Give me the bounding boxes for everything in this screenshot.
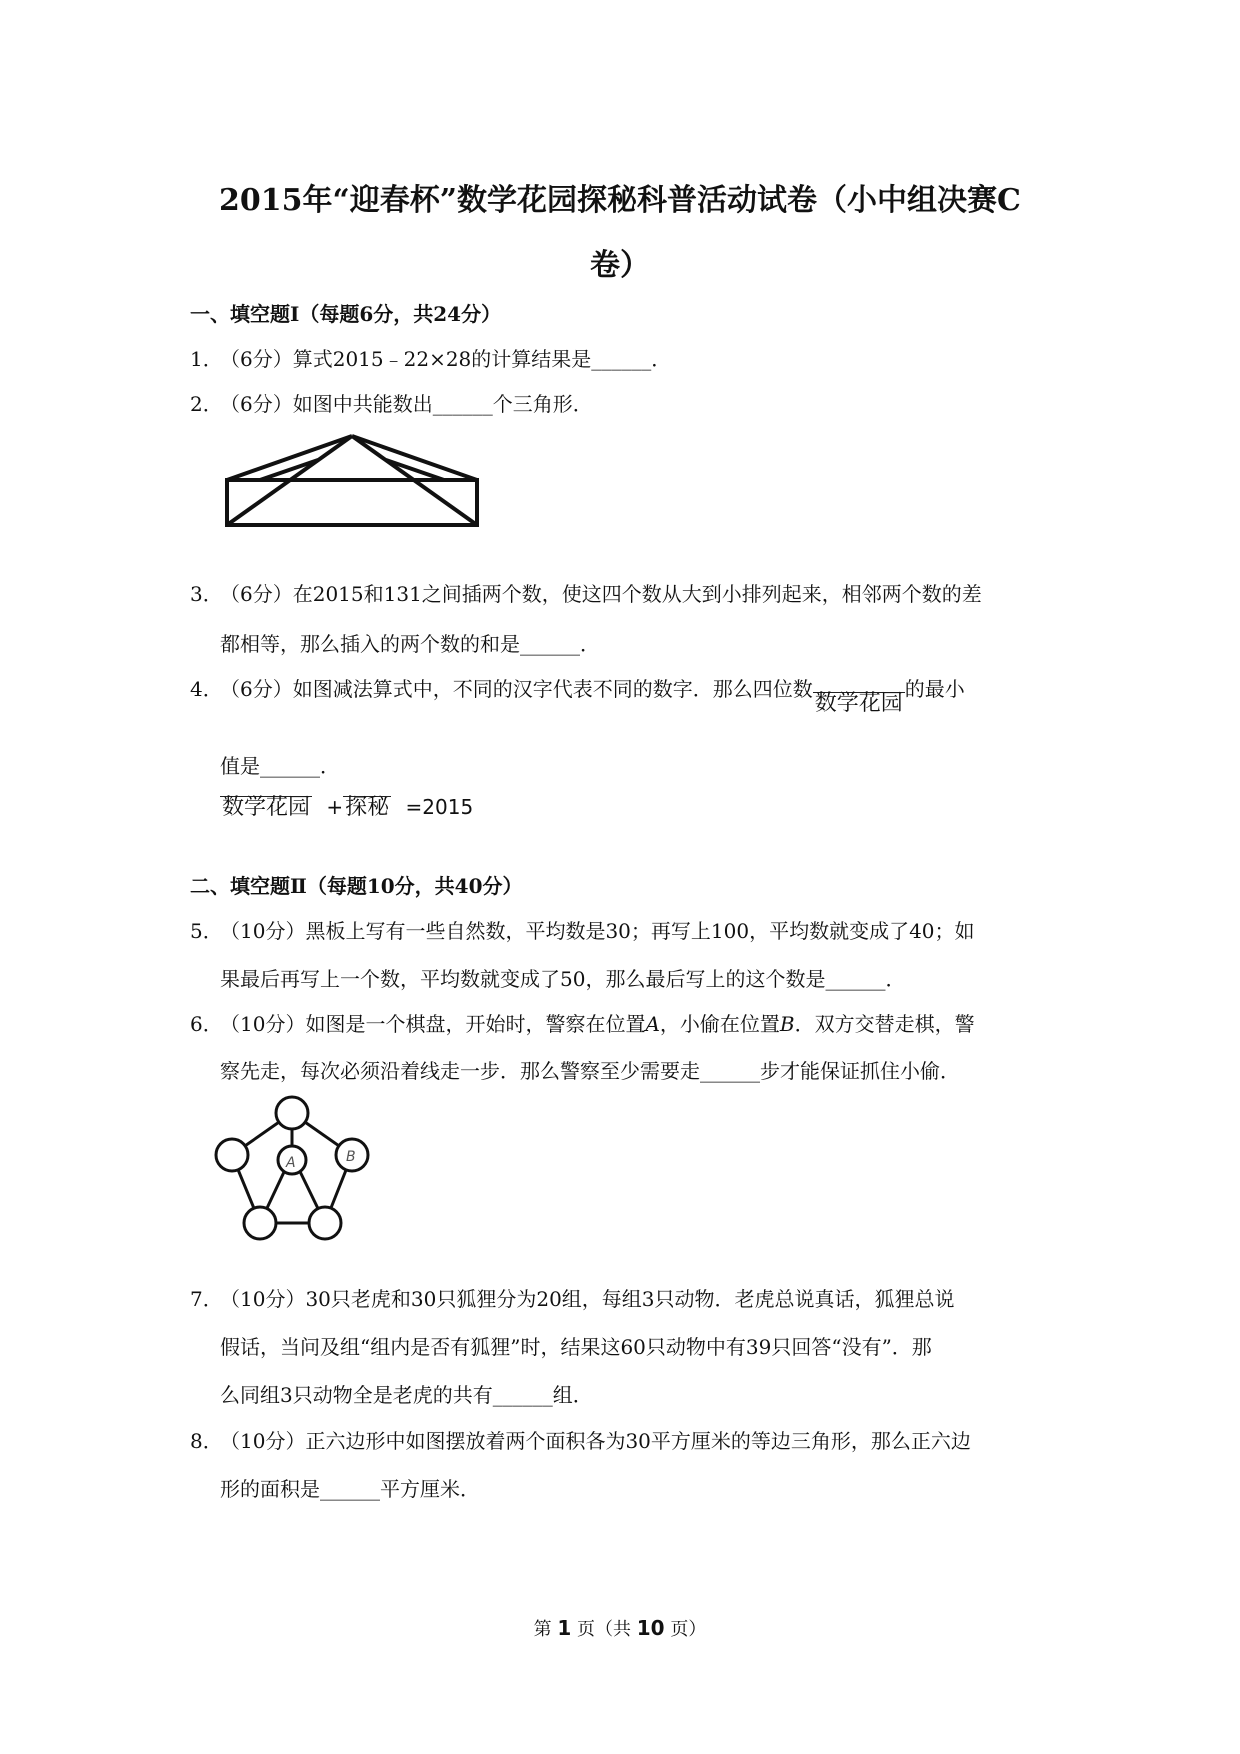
question-8-line1: （10分）正六边形中如图摆放着两个面积各为30平方厘米的等边三角形，那么正六边 (220, 1429, 971, 1453)
document-title-line1: 2015年“迎春杯”数学花园探秘科普活动试卷（小中组决赛C (219, 183, 1021, 218)
question-6-line1 (220, 1008, 975, 1037)
question-4-line1 (220, 673, 965, 715)
section-heading-2: 二、填空题Ⅱ（每题10分，共40分） (190, 874, 523, 898)
current-page-number: 1 (557, 1616, 572, 1640)
equation-result: =2015 (405, 795, 474, 819)
overlined-number-shuxuehuayuan: 数学花园 (814, 691, 903, 716)
question-6-line2: 察先走，每次必须沿着线走一步．那么警察至少需要走______步才能保证抓住小偷． (220, 1059, 960, 1083)
board-label-b: B (346, 1149, 356, 1165)
question-4-line1-pre: （6分）如图减法算式中，不同的汉字代表不同的数字．那么四位数 (220, 677, 813, 701)
chessboard-figure (210, 1095, 390, 1245)
question-2-number: 2． (190, 392, 223, 416)
question-6-line1-mid: ，小偷在位置 (659, 1012, 780, 1036)
question-1-text: （6分）算式2015﹣22×28的计算结果是______． (220, 347, 672, 371)
position-b-label: B (779, 1012, 795, 1036)
question-6-line1-pre: （10分）如图是一个棋盘，开始时，警察在位置 (220, 1012, 646, 1036)
question-5-line2: 果最后再写上一个数，平均数就变成了50，那么最后写上的这个数是______． (220, 967, 906, 991)
page-footer (0, 1615, 1240, 1641)
board-node-left (216, 1139, 248, 1171)
question-7-line1: （10分）30只老虎和30只狐狸分为20组，每组3只动物．老虎总说真话，狐狸总说 (220, 1287, 955, 1311)
question-4-number: 4． (190, 677, 223, 701)
question-7-number: 7． (190, 1287, 223, 1311)
question-6-line1-post: ．双方交替走棋，警 (794, 1012, 975, 1036)
footer-mid: 页（共 (571, 1619, 637, 1640)
position-a-label: A (645, 1012, 660, 1036)
total-page-number: 10 (636, 1616, 665, 1640)
question-6-number: 6． (190, 1012, 223, 1036)
question-7-line2: 假话，当问及组“组内是否有狐狸”时，结果这60只动物中有39只回答“没有”．那 (220, 1335, 932, 1359)
document-title-line2: 卷） (590, 248, 650, 283)
question-7-line3: 么同组3只动物全是老虎的共有______组． (220, 1383, 593, 1407)
question-8-number: 8． (190, 1429, 223, 1453)
question-8-line2: 形的面积是______平方厘米． (220, 1477, 480, 1501)
question-5-number: 5． (190, 919, 223, 943)
equation-term-a: 数学花园 (222, 795, 311, 820)
question-5-line1: （10分）黑板上写有一些自然数，平均数是30；再写上100，平均数就变成了40；如 (220, 919, 975, 943)
equation-term-b: 探秘 (345, 795, 390, 820)
board-label-a: A (286, 1155, 296, 1171)
equation-operator: + (326, 795, 344, 819)
question-3-line2: 都相等，那么插入的两个数的和是______． (220, 632, 600, 656)
question-3-number: 3． (190, 582, 223, 606)
section-heading-1: 一、填空题Ⅰ（每题6分，共24分） (190, 302, 502, 326)
question-2-text: （6分）如图中共能数出______个三角形． (220, 392, 593, 416)
footer-pre: 第 (533, 1619, 558, 1640)
board-node-bottom-right (309, 1207, 341, 1239)
footer-post: 页） (664, 1619, 707, 1640)
board-node-bottom-left (244, 1207, 276, 1239)
question-4-line2: 值是______． (220, 754, 340, 778)
subtraction-equation (220, 795, 473, 819)
board-node-top (276, 1097, 308, 1129)
triangle-figure (220, 432, 485, 532)
question-1-number: 1． (190, 347, 223, 371)
question-4-line1-post: 的最小 (904, 677, 965, 701)
question-3-line1: （6分）在2015和131之间插两个数，使这四个数从大到小排列起来，相邻两个数的差 (220, 582, 982, 606)
